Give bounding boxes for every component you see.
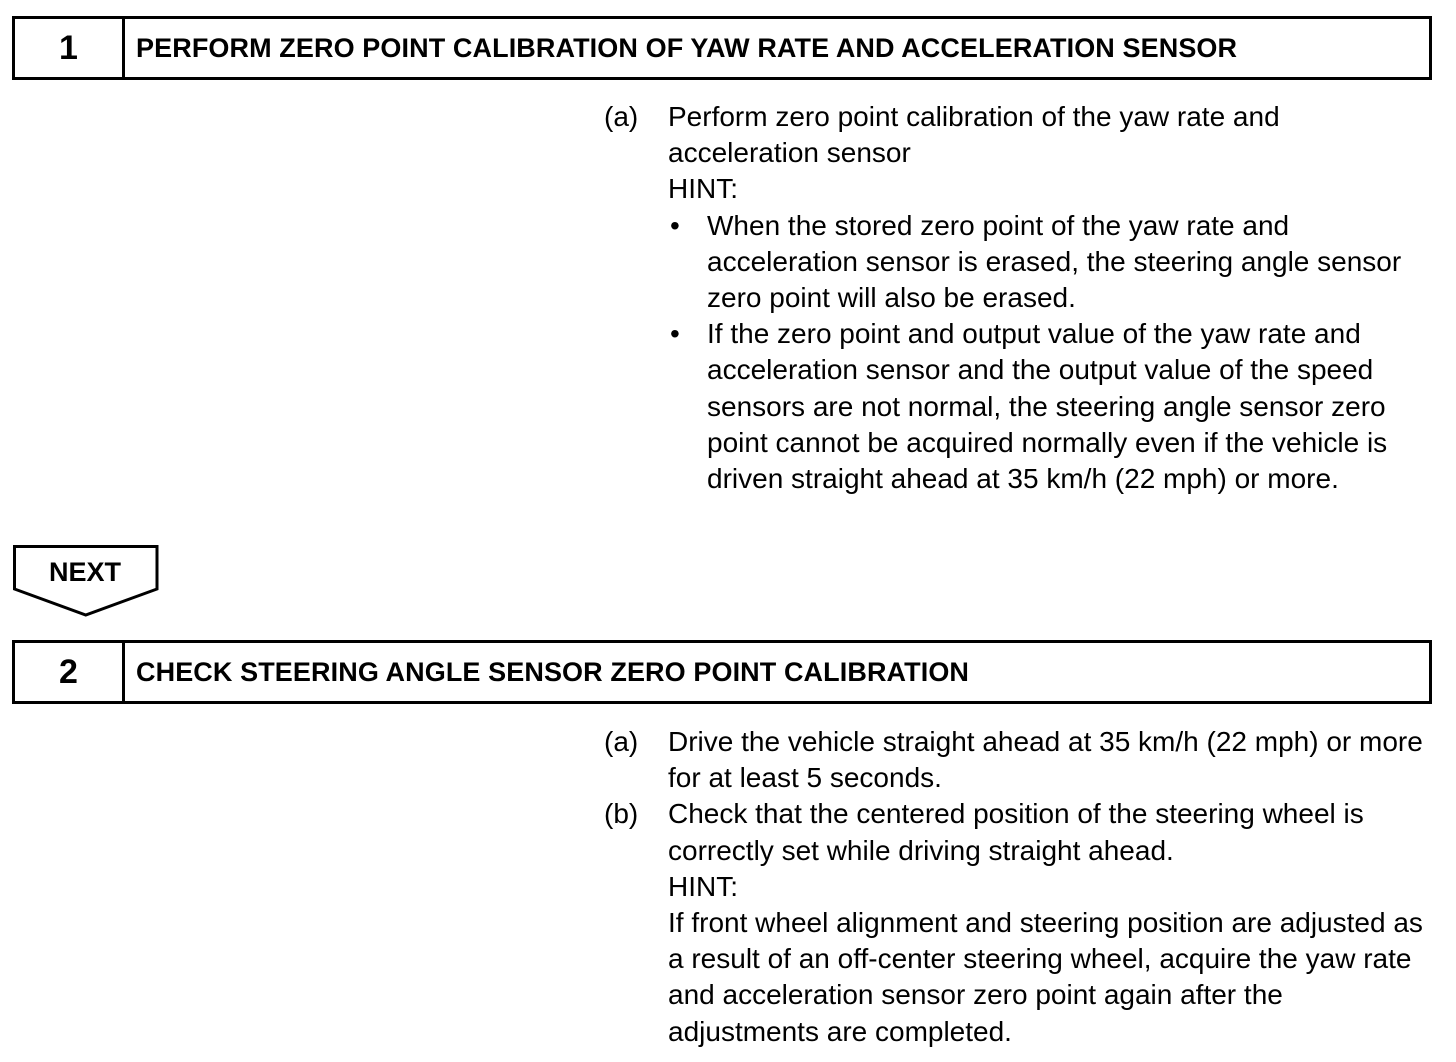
item-body — [668, 796, 1434, 1049]
item-body — [668, 99, 1434, 497]
step-2-item-a — [604, 724, 1434, 796]
step-1-title: PERFORM ZERO POINT CALIBRATION OF YAW RATE AND ACCELERATION SENSOR — [136, 32, 1238, 63]
bullet-text: When the stored zero point of the yaw rate and acceleration sensor is erased, the steering angle sensor zero point will also be erased. — [707, 209, 1402, 314]
step-2-item-b — [604, 796, 1434, 1049]
item-text: Drive the vehicle straight ahead at 35 km/h (22 mph) or more for at least 5 seconds. — [668, 726, 1423, 794]
hint-bullet — [668, 208, 1434, 317]
item-text: Perform zero point calibration of the yaw rate and acceleration sensor — [668, 101, 1280, 169]
hint-label: HINT: — [668, 870, 738, 902]
bullet-mark: • — [670, 318, 680, 350]
hint-text: If front wheel alignment and steering position are adjusted as a result of an off-center steering wheel, acquire the yaw rate and acceleration sensor zero point again after the adjustments are completed. — [668, 907, 1423, 1047]
step-2-header — [12, 640, 1432, 704]
item-label: (a) — [604, 101, 639, 132]
hint-label: HINT: — [668, 173, 738, 205]
hint-bullet — [668, 316, 1434, 497]
step-1-content — [604, 99, 1434, 497]
step-2-content — [604, 724, 1434, 1050]
bullet-text: If the zero point and output value of the yaw rate and acceleration sensor and the output value of the speed sensors are not normal, the steering angle sensor zero point cannot be acquired normally even if the vehicle is driven straight ahead at 35 km/h (22 mph) or more. — [707, 318, 1388, 495]
step-2-title: CHECK STEERING ANGLE SENSOR ZERO POINT CALIBRATION — [136, 656, 970, 687]
next-label: NEXT — [48, 557, 121, 587]
item-body — [668, 724, 1434, 796]
step-2-number: 2 — [15, 643, 125, 701]
item-label: (a) — [604, 726, 639, 757]
step-1-header — [12, 16, 1432, 80]
next-badge — [13, 545, 159, 619]
item-label: (b) — [604, 798, 639, 830]
bullet-mark: • — [670, 209, 680, 241]
step-1-number: 1 — [15, 19, 125, 77]
item-text: Check that the centered position of the steering wheel is correctly set while driving straight ahead. — [668, 798, 1364, 866]
step-1-item-a — [604, 99, 1434, 497]
